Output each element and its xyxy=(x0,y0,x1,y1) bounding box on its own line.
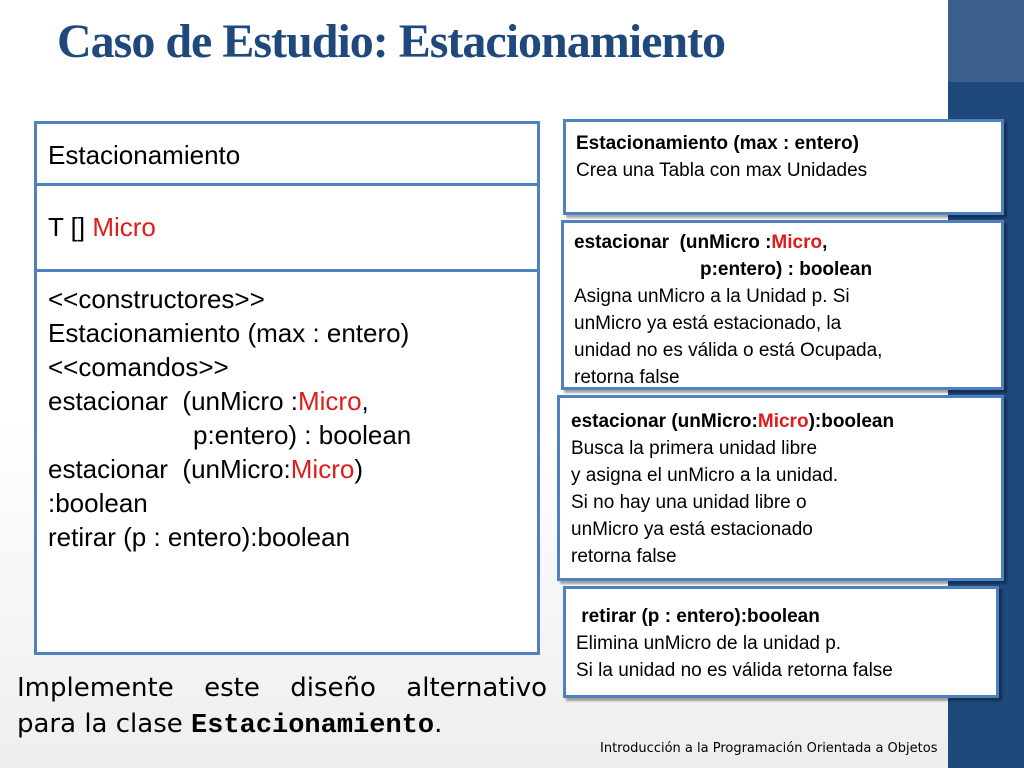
uml-method-estacionar-2 xyxy=(48,452,363,486)
note-constructor-description: Crea una Tabla con max Unidades xyxy=(576,160,868,181)
uml-method-estacionar-1 xyxy=(48,384,369,418)
sidebar-decoration-top xyxy=(948,0,1024,82)
prompt-word: este xyxy=(204,673,260,703)
note-estacionar-2-sig-close: ):boolean xyxy=(808,411,895,432)
prompt-word: Implemente xyxy=(17,673,174,703)
uml-method-estacionar-2-close: ) xyxy=(354,454,363,484)
uml-attribute xyxy=(48,210,156,244)
uml-class-box xyxy=(34,121,540,655)
exercise-prompt-line-1 xyxy=(17,670,547,706)
uml-method-estacionar-1-type: Micro xyxy=(297,386,362,416)
uml-constructors-stereotype: <<constructores>> xyxy=(48,284,265,314)
uml-attribute-type: Micro xyxy=(92,212,156,242)
uml-constructor: Estacionamiento (max : entero) xyxy=(48,318,410,348)
uml-method-estacionar-2-cont: :boolean xyxy=(48,488,148,518)
note-retirar-signature: retirar (p : entero):boolean xyxy=(576,606,820,627)
note-estacionar-2-sig-text: estacionar (unMicro: xyxy=(571,411,758,432)
uml-method-estacionar-1-cont: p:entero) : boolean xyxy=(193,420,412,450)
prompt-class-name: Estacionamiento xyxy=(191,711,435,741)
note-estacionar-2-line: y asigna el unMicro a la unidad. xyxy=(571,465,839,486)
slide-title: Caso de Estudio: Estacionamiento xyxy=(57,15,726,68)
note-estacionar-1-signature xyxy=(574,229,1001,256)
prompt-line-2-suffix: . xyxy=(434,709,443,739)
note-estacionar-2-line: unMicro ya está estacionado xyxy=(571,519,813,540)
uml-method-estacionar-1-sig: estacionar (unMicro : xyxy=(48,386,298,416)
note-estacionar-1-sig-comma: , xyxy=(822,232,828,253)
note-estacionar-1-line: Asigna unMicro a la Unidad p. Si xyxy=(574,286,850,307)
note-constructor xyxy=(563,119,1004,215)
note-estacionar-2-line: retorna false xyxy=(571,546,677,567)
uml-attributes-section xyxy=(37,186,537,272)
note-retirar xyxy=(563,586,999,698)
note-estacionar-2-line: Busca la primera unidad libre xyxy=(571,438,818,459)
note-estacionar-2-sig-type: Micro xyxy=(757,411,809,432)
note-estacionar-1-line: unidad no es válida o está Ocupada, xyxy=(574,340,883,361)
footer-course-title: Introducción a la Programación Orientada a Objetos xyxy=(600,741,938,756)
note-estacionar-2-signature xyxy=(571,408,1001,435)
uml-method-estacionar-1-comma: , xyxy=(361,386,369,416)
note-estacionar-1-sig-type: Micro xyxy=(771,232,823,253)
uml-method-retirar: retirar (p : entero):boolean xyxy=(48,522,351,552)
note-estacionar-2-line: Si no hay una unidad libre o xyxy=(571,492,807,513)
exercise-prompt xyxy=(17,670,547,744)
note-estacionar-1-line: unMicro ya está estacionado, la xyxy=(574,313,842,334)
prompt-word: alternativo xyxy=(406,673,547,703)
note-retirar-line: Si la unidad no es válida retorna false xyxy=(576,660,893,681)
exercise-prompt-line-2 xyxy=(17,706,547,744)
prompt-line-2-prefix: para la clase xyxy=(17,709,192,739)
note-estacionar-1-line: retorna false xyxy=(574,367,680,388)
uml-methods-section xyxy=(37,272,537,652)
uml-commands-stereotype: <<comandos>> xyxy=(48,352,229,382)
note-retirar-line: Elimina unMicro de la unidad p. xyxy=(576,633,842,654)
uml-method-estacionar-2-sig: estacionar (unMicro: xyxy=(48,454,291,484)
uml-attribute-prefix: T [] xyxy=(48,212,93,242)
note-estacionar-2 xyxy=(557,395,1004,581)
note-estacionar-1 xyxy=(561,220,1004,390)
uml-class-name: Estacionamiento xyxy=(48,140,241,170)
uml-method-estacionar-2-type: Micro xyxy=(290,454,355,484)
uml-class-name-section xyxy=(37,124,537,186)
prompt-word: diseño xyxy=(290,673,376,703)
note-estacionar-1-sig-text: estacionar (unMicro : xyxy=(574,232,772,253)
note-constructor-signature: Estacionamiento (max : entero) xyxy=(576,133,859,154)
note-estacionar-1-signature-cont: p:entero) : boolean xyxy=(700,259,873,280)
